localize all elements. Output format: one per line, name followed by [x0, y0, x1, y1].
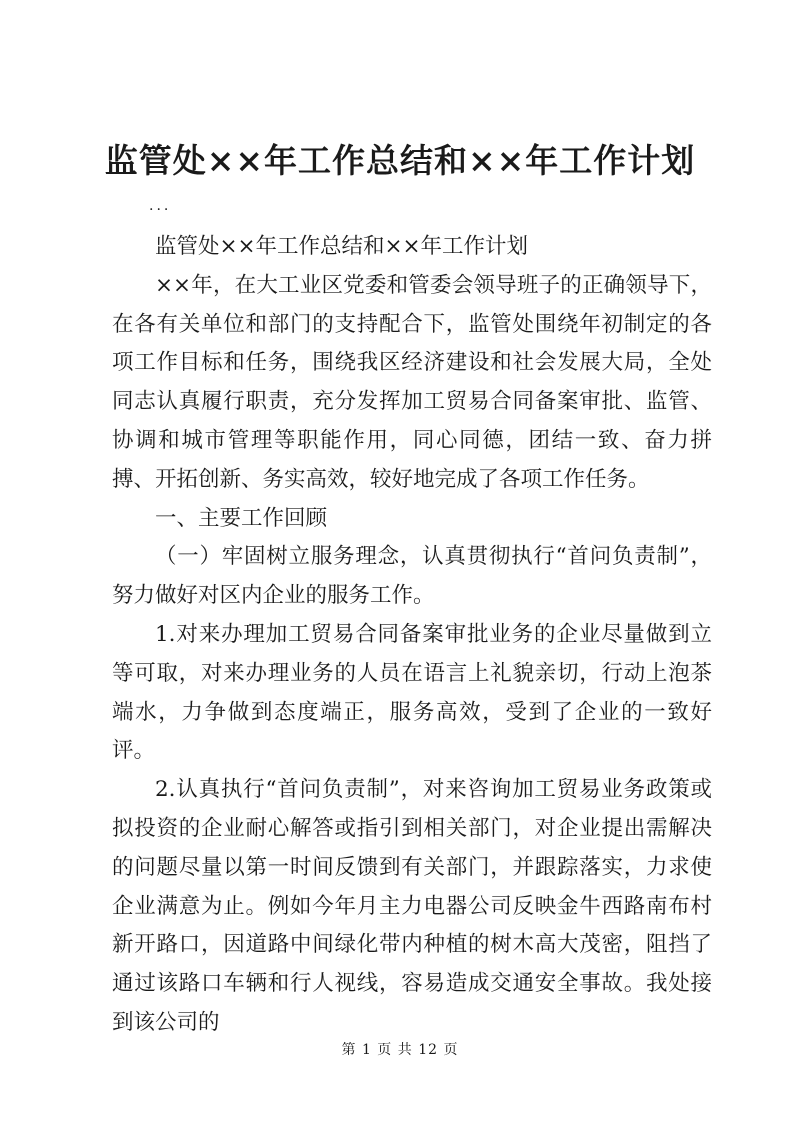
- page-footer: 第 1 页 共 12 页: [341, 1042, 459, 1058]
- paragraph-intro: ××年，在大工业区党委和管委会领导班子的正确领导下，在各有关单位和部门的支持配合下，监管处围绕年初制定的各项工作目标和任务，围绕我区经济建设和社会发展大局，全处同志认真履行职责，充分发挥加工贸易合同备案审批、监管、协调和城市管理等职能作用，同心同德，团结一致、奋力拼搏、开拓创新、务实高效，较好地完成了各项工作任务。: [112, 272, 712, 492]
- section-heading: 一、主要工作回顾: [155, 505, 328, 531]
- ellipsis-marker: ...: [149, 198, 172, 214]
- subsection-heading: （一）牢固树立服务理念，认真贯彻执行“首问负责制”，努力做好对区内企业的服务工作。: [112, 544, 712, 609]
- paragraph-subtitle: 监管处××年工作总结和××年工作计划: [155, 234, 529, 259]
- document-title: 监管处××年工作总结和××年工作计划: [104, 141, 696, 180]
- document-body: [112, 228, 712, 1043]
- paragraph-item-2: 2.认真执行“首问负责制”，对来咨询加工贸易业务政策或拟投资的企业耐心解答或指引到相关部门，对企业提出需解决的问题尽量以第一时间反馈到有关部门，并跟踪落实，力求使企业满意为止。例如今年月主力电器公司反映金牛西路南布村新开路口，因道路中间绿化带内种植的树木高大茂密，阻挡了通过该路口车辆和行人视线，容易造成交通安全事故。我处接到该公司的: [112, 777, 712, 1035]
- paragraph-item-1: 1.对来办理加工贸易合同备案审批业务的企业尽量做到立等可取，对来办理业务的人员在语言上礼貌亲切，行动上泡茶端水，力争做到态度端正，服务高效，受到了企业的一致好评。: [112, 621, 712, 764]
